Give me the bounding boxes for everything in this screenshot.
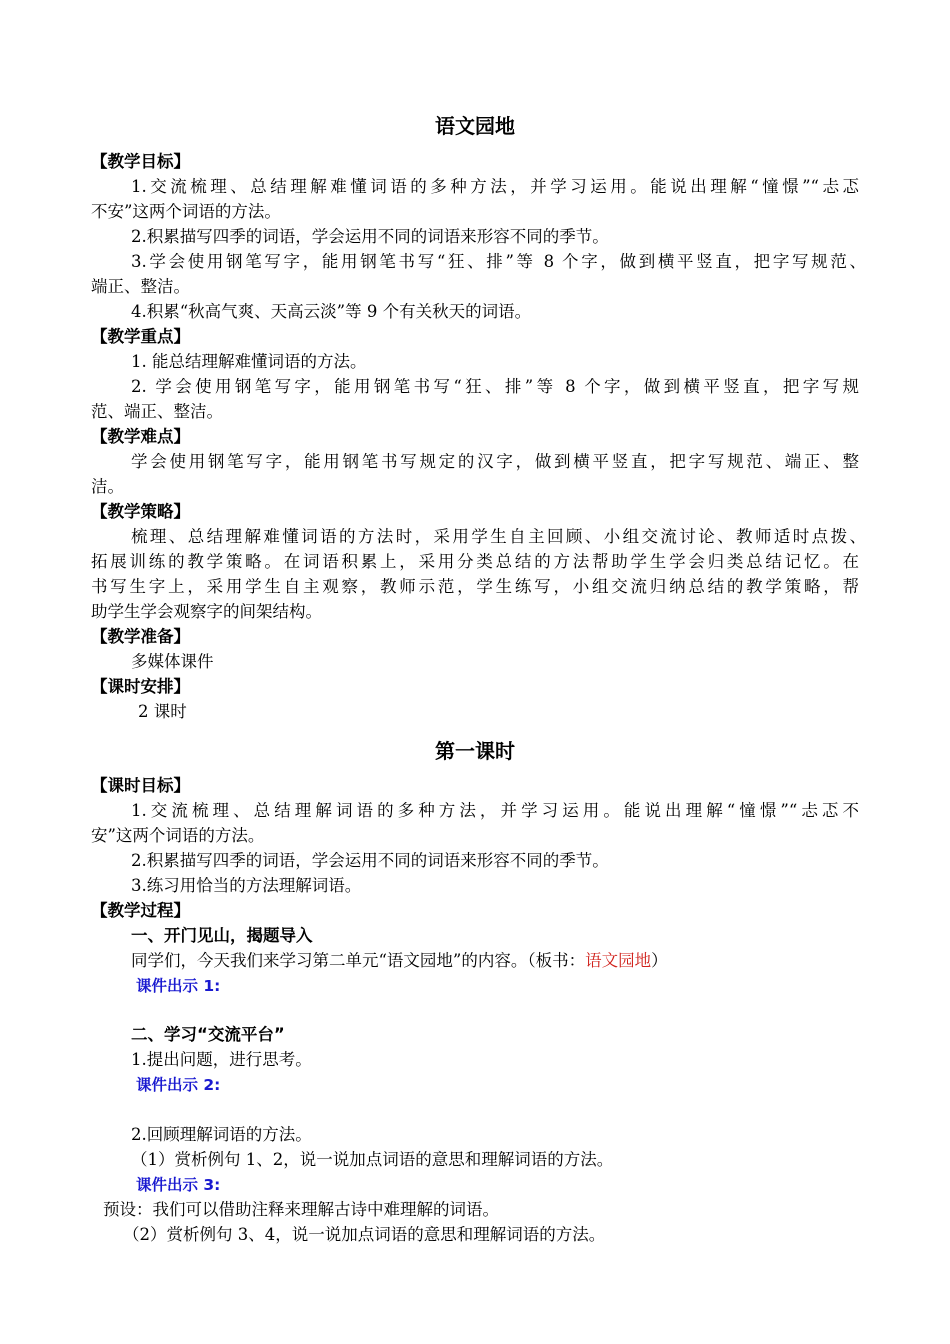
preparation-heading: 【教学准备】 xyxy=(91,627,190,646)
objective-4: 4.积累“秋高气爽、天高云淡”等 9 个有关秋天的词语。 xyxy=(131,302,532,321)
preparation-text: 多媒体课件 xyxy=(131,652,214,671)
lesson1-title: 第一课时 xyxy=(435,739,515,763)
step1-text-prefix: 同学们，今天我们来学习第二单元“语文园地”的内容。（板书： xyxy=(131,951,586,970)
step1-text-suffix: ） xyxy=(651,951,668,970)
schedule-text: 2 课时 xyxy=(138,702,187,721)
strategy-line-3: 书写生字上，采用学生自主观察，教师示范，学生练写，小组交流归纳总结的教学策略，帮 xyxy=(91,577,859,596)
objective-1-line-2: 不安”这两个词语的方法。 xyxy=(91,202,281,221)
schedule-heading: 【课时安排】 xyxy=(91,677,190,696)
step1-text xyxy=(131,949,668,973)
step2-title: 二、学习“交流平台” xyxy=(131,1025,285,1044)
objectives-heading: 【教学目标】 xyxy=(91,152,190,171)
difficulties-line-1: 学会使用钢笔写字，能用钢笔书写规定的汉字，做到横平竖直，把字写规范、端正、整 xyxy=(131,452,859,471)
step2-item-2: 2.回顾理解词语的方法。 xyxy=(131,1125,312,1144)
difficulties-line-2: 洁。 xyxy=(91,477,124,496)
strategy-heading: 【教学策略】 xyxy=(91,502,190,521)
courseware-2-label: 课件出示 2: xyxy=(136,1076,221,1094)
lesson-goal-1-line-2: 安”这两个词语的方法。 xyxy=(91,826,265,845)
key-point-1: 1. 能总结理解难懂词语的方法。 xyxy=(131,352,367,371)
key-points-heading: 【教学重点】 xyxy=(91,327,190,346)
lesson-goal-3: 3.练习用恰当的方法理解词语。 xyxy=(131,876,362,895)
key-point-2-line-2: 范、端正、整洁。 xyxy=(91,402,223,421)
board-writing: 语文园地 xyxy=(585,951,652,970)
lesson-goal-1-line-1: 1.交流梳理、总结理解词语的多种方法，并学习运用。能说出理解“憧憬”“忐忑不 xyxy=(131,801,859,820)
page-title: 语文园地 xyxy=(435,114,515,138)
strategy-line-2: 拓展训练的教学策略。在词语积累上，采用分类总结的方法帮助学生学会归类总结记忆。在 xyxy=(91,552,859,571)
strategy-line-4: 助学生学会观察字的间架结构。 xyxy=(91,602,322,621)
objective-3-line-1: 3.学会使用钢笔写字，能用钢笔书写“狂、排”等 8 个字，做到横平竖直，把字写规范、 xyxy=(131,252,866,271)
step2-sub-2: （2）赏析例句 3、4，说一说加点词语的意思和理解词语的方法。 xyxy=(123,1225,606,1244)
lesson-goal-2: 2.积累描写四季的词语，学会运用不同的词语来形容不同的季节。 xyxy=(131,851,609,870)
objective-3-line-2: 端正、整洁。 xyxy=(91,277,190,296)
courseware-3-label: 课件出示 3: xyxy=(136,1176,221,1194)
objective-2: 2.积累描写四季的词语，学会运用不同的词语来形容不同的季节。 xyxy=(131,227,609,246)
lesson-goals-heading: 【课时目标】 xyxy=(91,776,190,795)
courseware-1-label: 课件出示 1: xyxy=(136,977,221,995)
process-heading: 【教学过程】 xyxy=(91,901,190,920)
step1-title: 一、开门见山，揭题导入 xyxy=(131,926,313,945)
key-point-2-line-1: 2. 学会使用钢笔写字，能用钢笔书写“狂、排”等 8 个字，做到横平竖直，把字写规 xyxy=(131,377,859,396)
step2-item-1: 1.提出问题，进行思考。 xyxy=(131,1050,312,1069)
preset-text: 预设：我们可以借助注释来理解古诗中难理解的词语。 xyxy=(103,1200,499,1219)
strategy-line-1: 梳理、总结理解难懂词语的方法时，采用学生自主回顾、小组交流讨论、教师适时点拨、 xyxy=(131,527,866,546)
difficulties-heading: 【教学难点】 xyxy=(91,427,190,446)
objective-1-line-1: 1.交流梳理、总结理解难懂词语的多种方法，并学习运用。能说出理解“憧憬”“忐忑 xyxy=(131,177,859,196)
step2-sub-1: （1）赏析例句 1、2，说一说加点词语的意思和理解词语的方法。 xyxy=(131,1150,614,1169)
